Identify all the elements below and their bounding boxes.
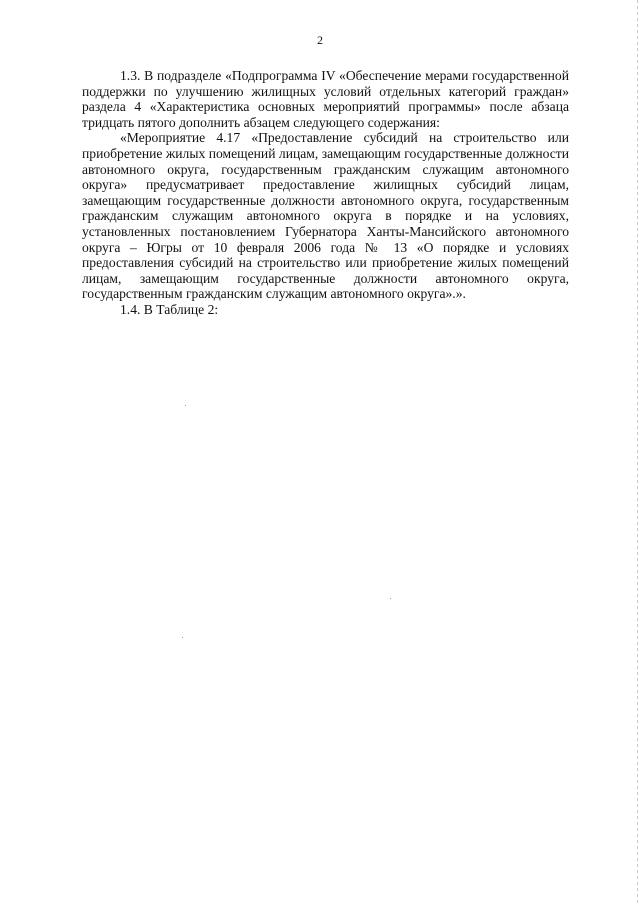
scan-speck (185, 405, 186, 406)
document-body (82, 68, 569, 318)
scan-border (637, 0, 638, 905)
scan-speck (182, 637, 183, 638)
paragraph-1-3: 1.3. В подразделе «Подпрограмма IV «Обеспечение мерами государственной поддержки по улучшению жилищных условий отдельных категорий граждан» раздела 4 «Характеристика основных мероприятий программы» после абзаца тридцать пятого дополнить абзацем следующего содержания: (82, 68, 569, 130)
paragraph-1-4: 1.4. В Таблице 2: (120, 301, 219, 317)
paragraph-measure-4-17: «Мероприятие 4.17 «Предоставление субсидий на строительство или приобретение жилых помещений лицам, замещающим государственные должности автономного округа, государственным гражданским служащим автономного округа» предусматривает предоставление жилищных субсидий лицам, замещающим государственные должности автономного округа, государственным гражданским служащим автономного округа в порядке и на условиях, установленных постановлением Губернатора Ханты-Мансийского автономного округа – Югры от 10 февраля 2006 года № 13 «О порядке и условиях предоставления субсидий на строительство или приобретение жилых помещений лицам, замещающим государственные должности автономного округа, государственным гражданским служащим автономного округа».». (82, 130, 569, 302)
scan-speck (390, 598, 391, 599)
page-number: 2 (317, 33, 323, 47)
